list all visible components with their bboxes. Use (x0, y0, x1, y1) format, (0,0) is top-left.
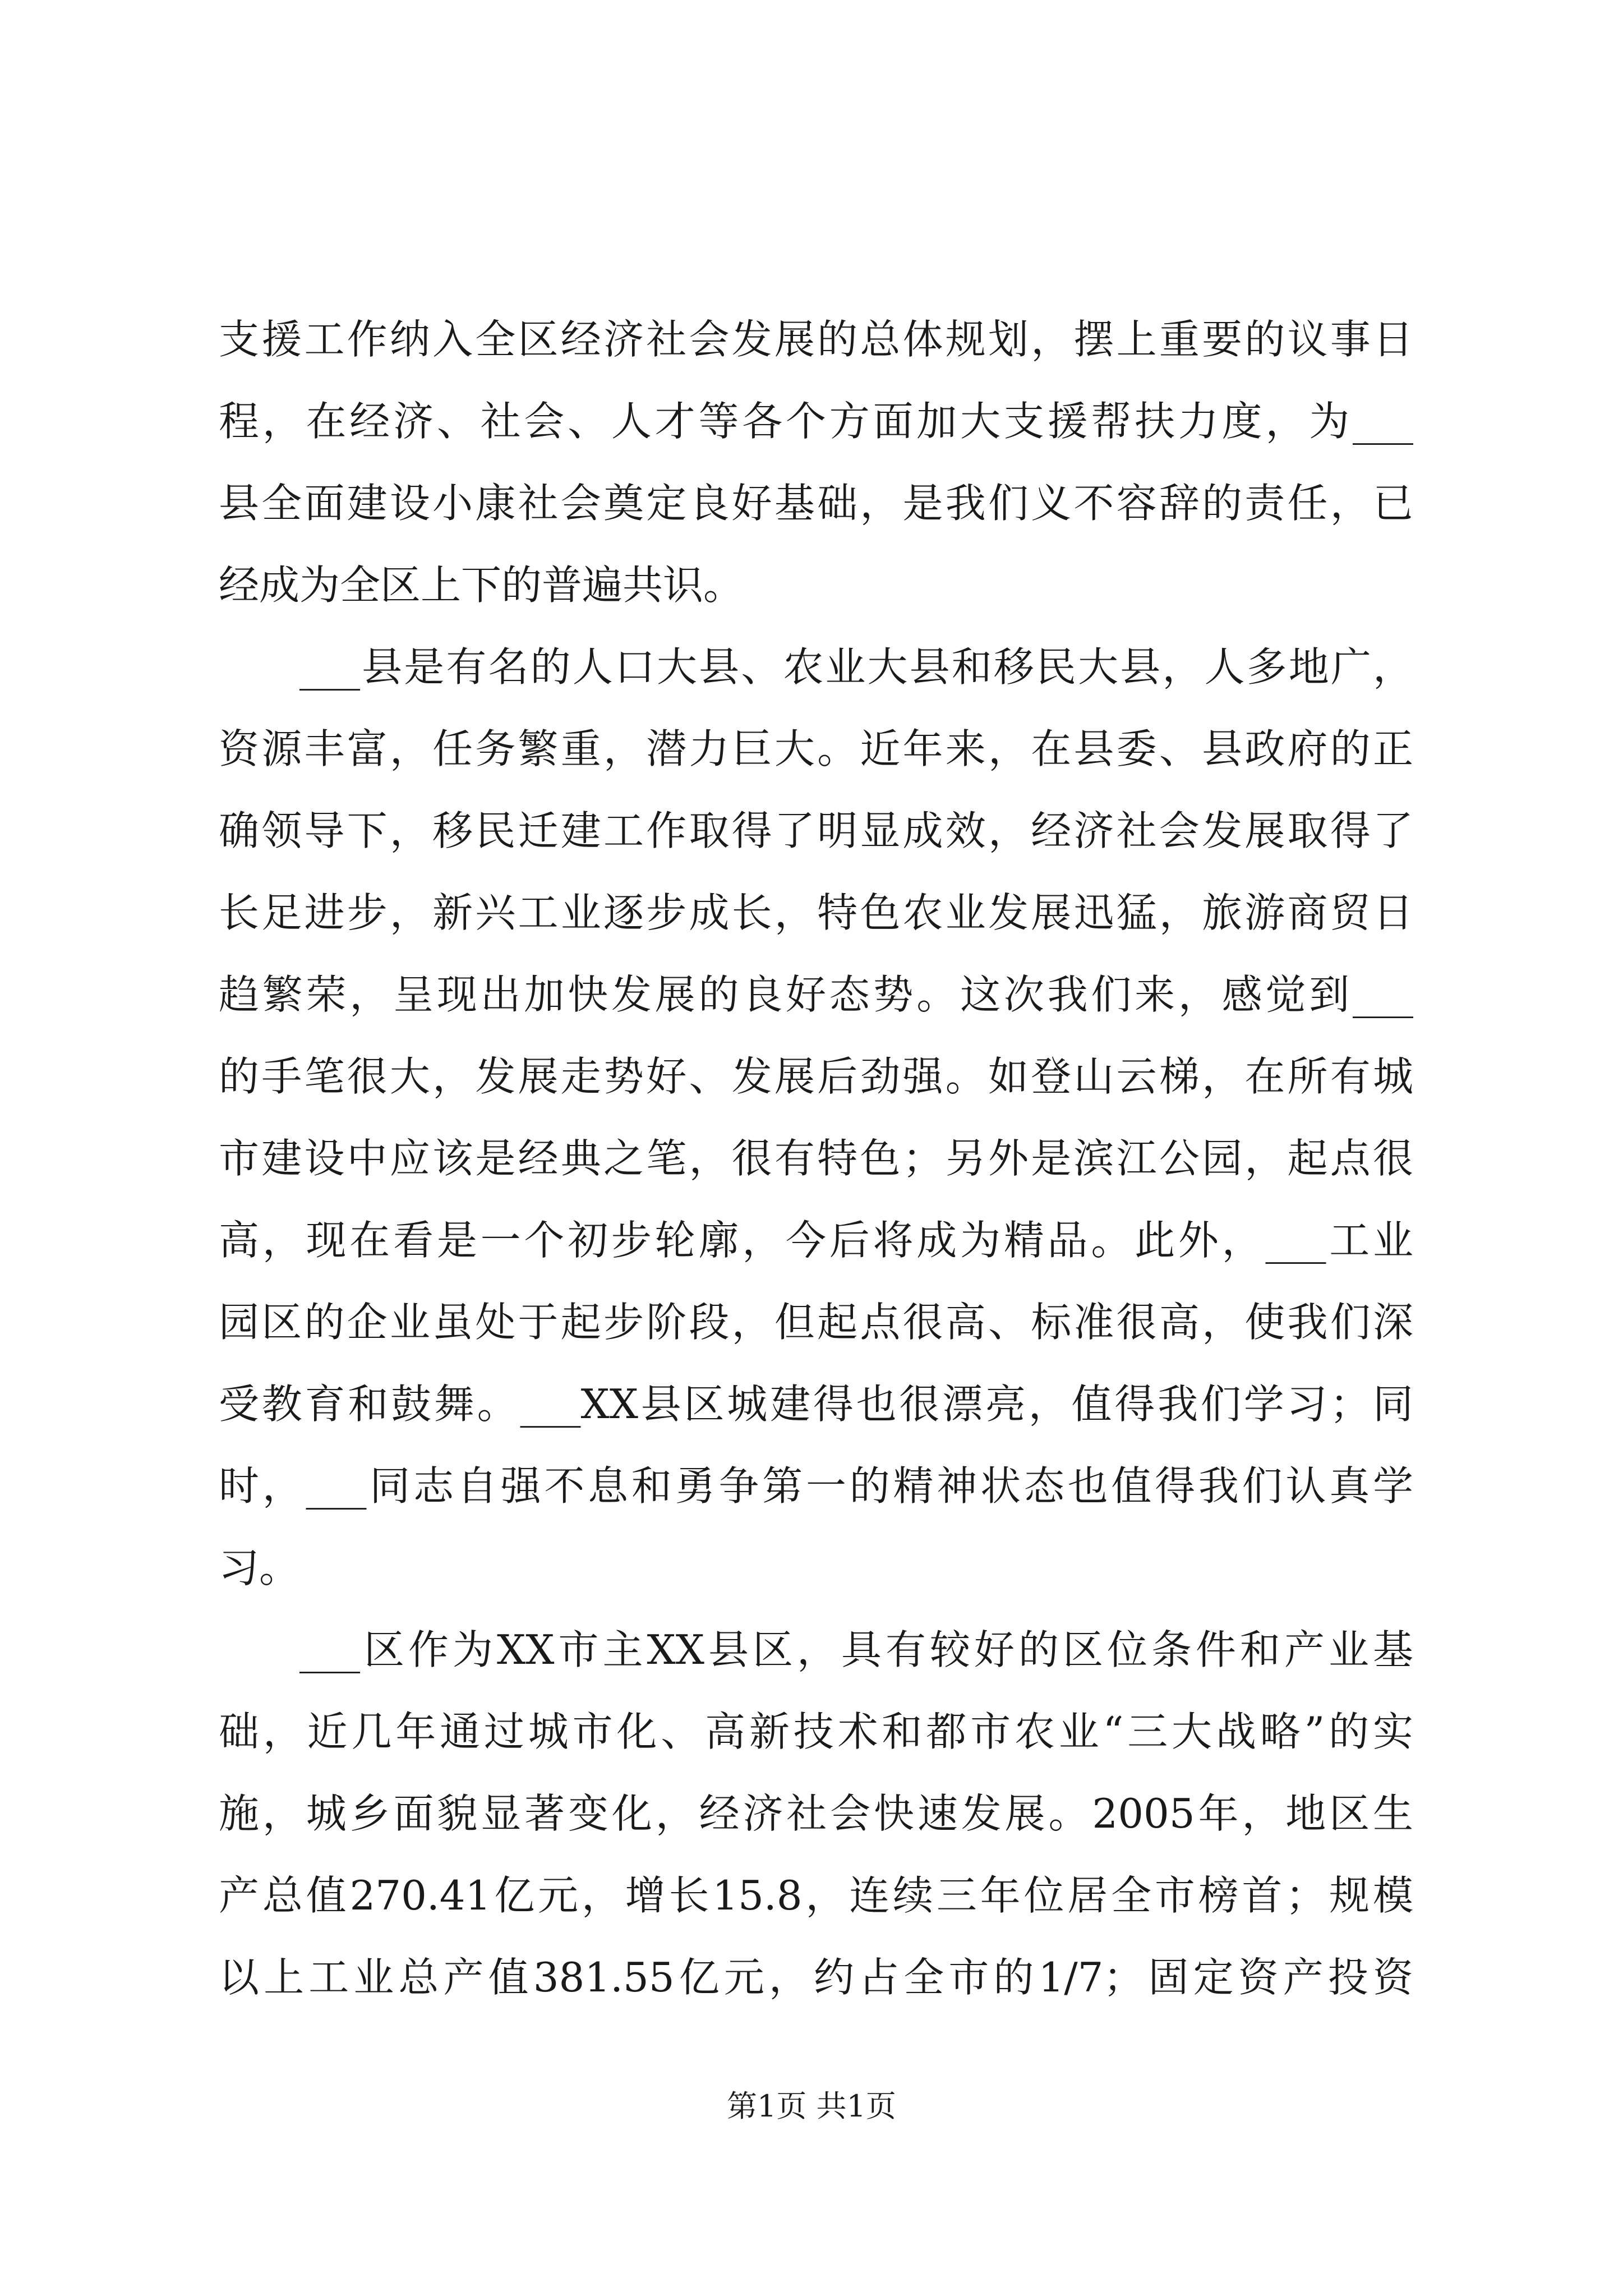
text-line: 时，___同志自强不息和勇争第一的精神状态也值得我们认真学 (219, 1462, 1413, 1510)
text-line: 市建设中应该是经典之笔，很有特色；另外是滨江公园，起点很 (219, 1135, 1413, 1182)
text-line: 长足进步，新兴工业逐步成长，特色农业发展迅猛，旅游商贸日 (219, 889, 1413, 936)
text-line: ___区作为XX市主XX县区，具有较好的区位条件和产业基 (299, 1626, 1413, 1673)
text-line: 县全面建设小康社会奠定良好基础，是我们义不容辞的责任，已 (219, 480, 1413, 527)
text-line: 支援工作纳入全区经济社会发展的总体规划，摆上重要的议事日 (219, 316, 1413, 363)
text-line: ___县是有名的人口大县、农业大县和移民大县，人多地广， (299, 643, 1413, 691)
text-line: 以上工业总产值381.55亿元，约占全市的1/7；固定资产投资 (219, 1954, 1413, 2001)
text-line: 习。 (219, 1544, 300, 1591)
page-number-label: 第1页 共1页 (727, 2088, 896, 2124)
document-body (219, 298, 1413, 2018)
text-line: 园区的企业虽处于起步阶段，但起点很高、标准很高，使我们深 (219, 1299, 1413, 1346)
text-line: 高，现在看是一个初步轮廓，今后将成为精品。此外，___工业 (219, 1217, 1413, 1264)
text-line: 受教育和鼓舞。___XX县区城建得也很漂亮，值得我们学习；同 (219, 1381, 1413, 1428)
text-line: 的手笔很大，发展走势好、发展后劲强。如登山云梯，在所有城 (219, 1053, 1413, 1100)
text-line: 经成为全区上下的普遍共识。 (219, 562, 744, 609)
text-line: 趋繁荣，呈现出加快发展的良好态势。这次我们来，感觉到___ (219, 971, 1413, 1018)
text-line: 程，在经济、社会、人才等各个方面加大支援帮扶力度，为___ (219, 398, 1413, 445)
page-footer (0, 2087, 1623, 2126)
text-line: 施，城乡面貌显著变化，经济社会快速发展。2005年，地区生 (219, 1790, 1413, 1837)
text-line: 础，近几年通过城市化、高新技术和都市农业“三大战略”的实 (219, 1708, 1413, 1755)
text-line: 确领导下，移民迁建工作取得了明显成效，经济社会发展取得了 (219, 807, 1413, 854)
text-line: 资源丰富，任务繁重，潜力巨大。近年来，在县委、县政府的正 (219, 725, 1413, 772)
text-line: 产总值270.41亿元，增长15.8，连续三年位居全市榜首；规模 (219, 1872, 1413, 1919)
